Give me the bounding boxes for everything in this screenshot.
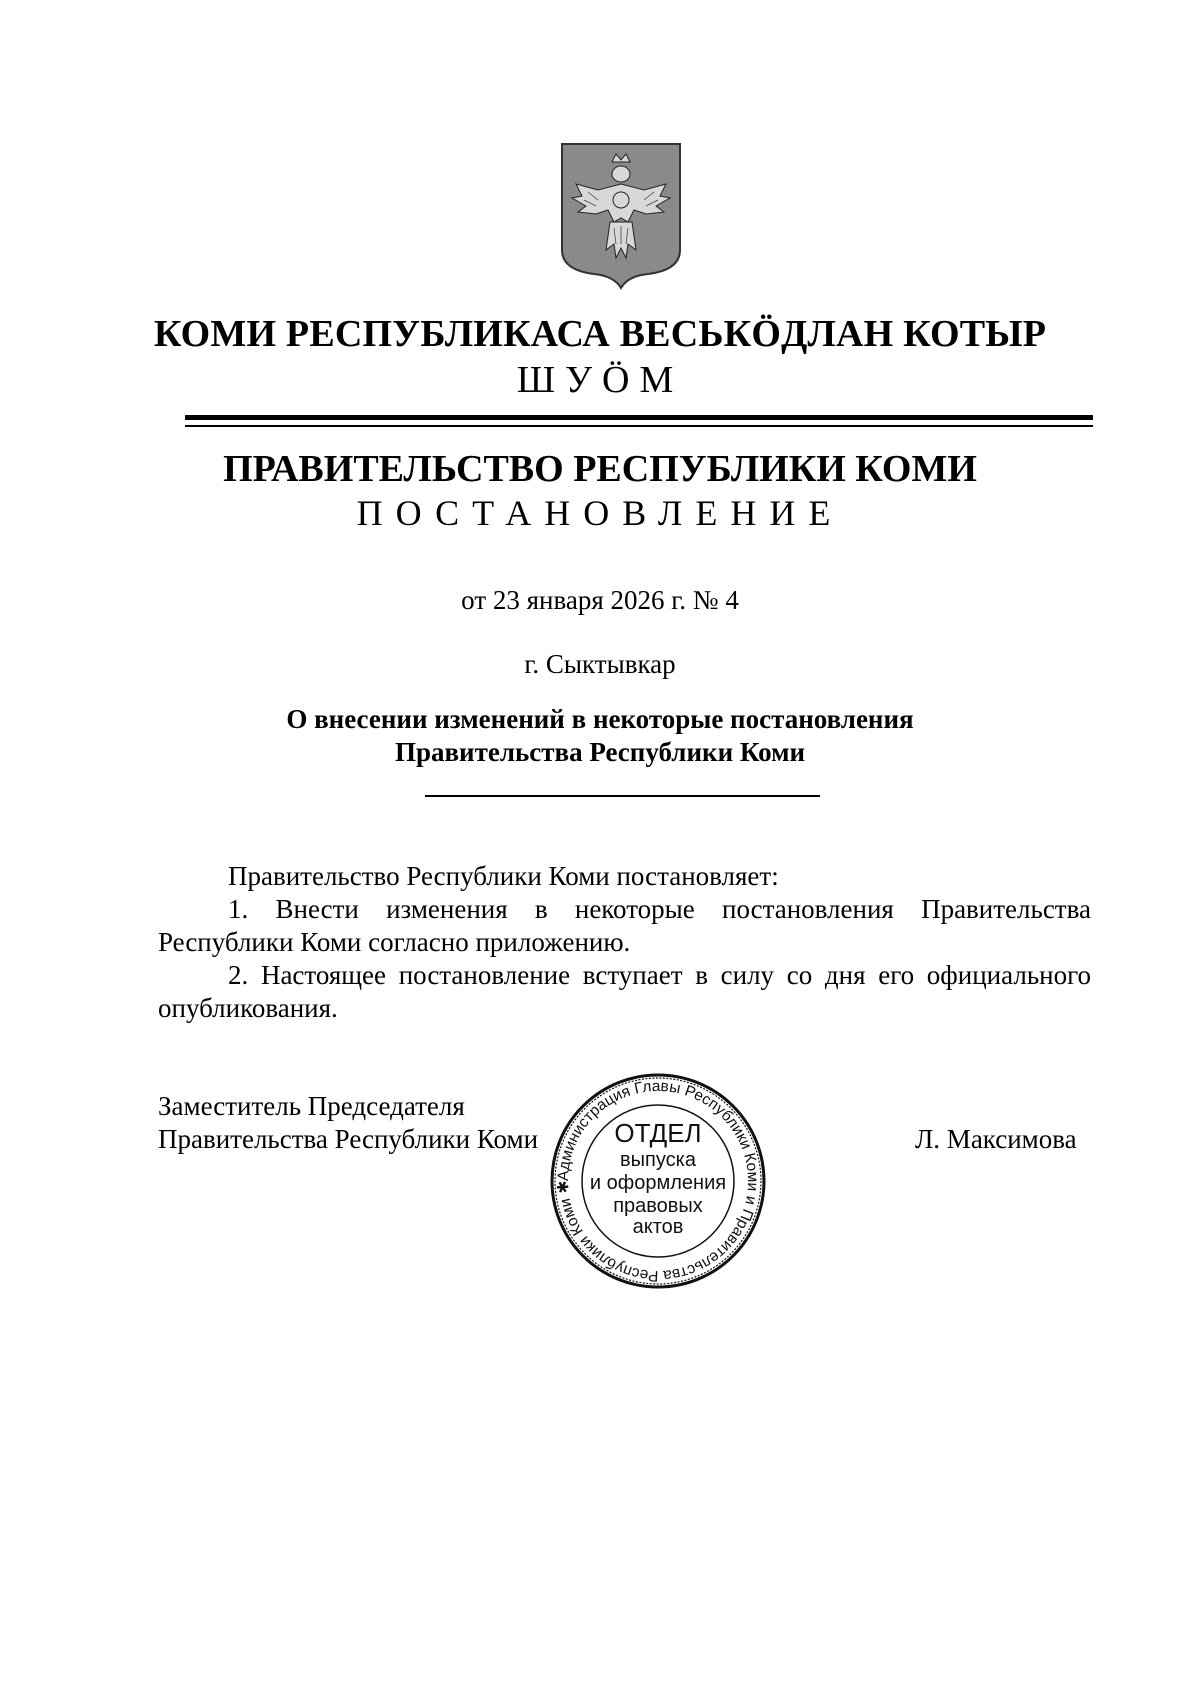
intro-paragraph: Правительство Республики Коми постановляет: [228, 861, 779, 891]
government-title: ПРАВИТЕЛЬСТВО РЕСПУБЛИКИ КОМИ [223, 448, 977, 490]
item-1-line-2: Республики Коми согласно приложению. [158, 927, 631, 957]
signatory-position-line-2: Правительства Республики Коми [158, 1124, 539, 1154]
stamp-line-2: выпуска [620, 1149, 696, 1171]
komi-document-type: ШУӦМ [516, 359, 684, 401]
document-date-number: от 23 января 2026 г. № 4 [461, 585, 739, 615]
komi-government-title: КОМИ РЕСПУБЛИКАСА ВЕСЬКӦДЛАН КОТЫР [153, 313, 1047, 355]
stamp-line-5: актов [632, 1216, 684, 1238]
item-2-line-2: опубликования. [158, 993, 338, 1023]
document-title-line-1: О внесении изменений в некоторые постановления [286, 704, 914, 734]
stamp-line-4: правовых [613, 1195, 703, 1217]
item-2-line-1: 2. Настоящее постановление вступает в силу со дня его официального [228, 960, 1091, 990]
document-city: г. Сыктывкар [524, 649, 676, 679]
document-type: ПОСТАНОВЛЕНИЕ [356, 493, 844, 533]
header-divider-thin [185, 425, 1093, 427]
stamp-line-1: ОТДЕЛ [614, 1118, 702, 1148]
coat-of-arms-icon [558, 140, 684, 290]
title-underline [425, 795, 820, 797]
document-title-line-2: Правительства Республики Коми [394, 737, 806, 767]
official-stamp [547, 1070, 769, 1292]
stamp-ring-text: Администрация Главы Республики Коми и Правительства Республики Коми ✱ [554, 1077, 762, 1285]
signatory-name: Л. Максимова [915, 1124, 1077, 1154]
signatory-position-line-1: Заместитель Председателя [158, 1091, 465, 1121]
item-1-line-1: 1. Внести изменения в некоторые постановления Правительства [228, 894, 1091, 924]
stamp-line-3: и оформления [589, 1172, 727, 1194]
header-divider-thick [185, 415, 1093, 420]
